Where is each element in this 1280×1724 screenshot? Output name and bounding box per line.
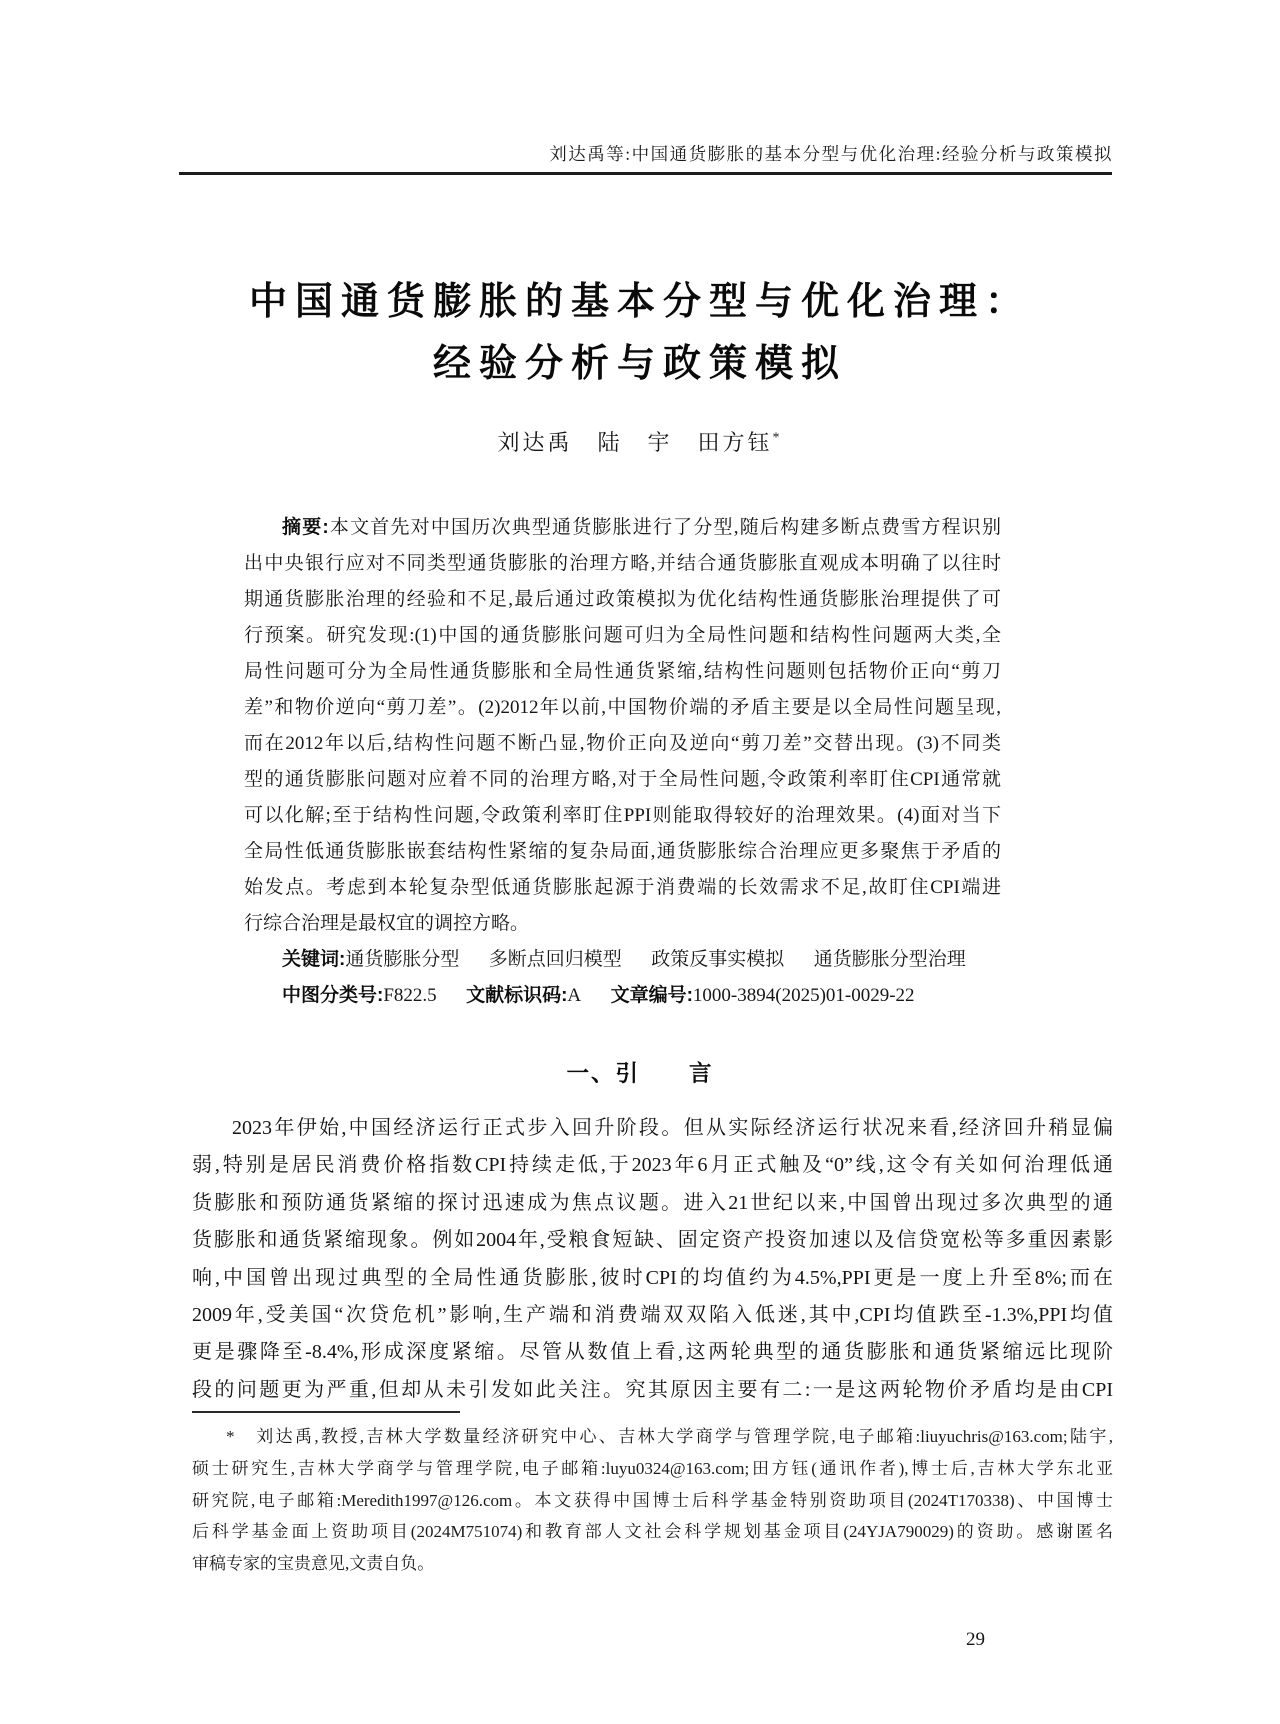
article-id-label: 文章编号:: [610, 985, 693, 1006]
article-title-line1: 中国通货膨胀的基本分型与优化治理：: [248, 281, 1031, 324]
abstract-lines: [244, 546, 1001, 942]
article-id-value: 1000-3894(2025)01-0029-22: [692, 985, 915, 1006]
abstract-line: 型的通货膨胀问题对应着不同的治理方略,对于全局性问题,令政策利率盯住CPI通常就: [244, 769, 1001, 790]
abstract-line: 始发点。考虑到本轮复杂型低通货膨胀起源于消费端的长效需求不足,故盯住CPI端进: [244, 877, 1001, 898]
clc-value: F822.5: [383, 985, 437, 1006]
footnote-line: 研究院,电子邮箱:Meredith1997@126.com。本文获得中国博士后科学基金特别资助项目(2024T170338)、中国博士: [192, 1490, 1113, 1510]
author-names: 刘达禹 陆 宇 田方钰: [497, 430, 773, 455]
abstract-line: 差”和物价逆向“剪刀差”。(2)2012年以前,中国物价端的矛盾主要是以全局性问题呈现,: [244, 697, 1001, 718]
body-line: 弱,特别是居民消费价格指数CPI持续走低,于2023年6月正式触及“0”线,这令有关如何治理低通: [192, 1154, 1113, 1177]
body-line: 货膨胀和通货紧缩现象。例如2004年,受粮食短缺、固定资产投资加速以及信贷宽松等多重因素影: [192, 1229, 1113, 1252]
abstract-first-line: [244, 510, 1001, 546]
authors-line: [0, 426, 1280, 457]
body-line: 响,中国曾出现过典型的全局性通货膨胀,彼时CPI的均值约为4.5%,PPI更是一度上升至8%;而在: [192, 1266, 1113, 1289]
footnote-line: 后科学基金面上资助项目(2024M751074)和教育部人文社会科学规划基金项目(24YJA790029)的资助。感谢匿名: [192, 1522, 1113, 1542]
keyword-item: 多断点回归模型: [488, 949, 622, 970]
article-id-group: [611, 985, 915, 1006]
footnote-block: [192, 1421, 1113, 1580]
page-number: 29: [966, 1629, 985, 1650]
footnote-line: * 刘达禹,教授,吉林大学数量经济研究中心、吉林大学商学与管理学院,电子邮箱:liuyuchris@163.com;陆宇,: [226, 1427, 1113, 1446]
doc-code-label: 文献标识码:: [466, 985, 568, 1006]
keyword-item: 通货膨胀分型: [345, 949, 460, 970]
keywords-line: [244, 942, 1001, 978]
abstract-line: 行综合治理是最权宜的调控方略。: [244, 913, 530, 934]
abstract-line: 全局性低通货膨胀嵌套结构性紧缩的复杂局面,通货膨胀综合治理应更多聚焦于矛盾的: [244, 841, 1001, 862]
body-line: 货膨胀和预防通货紧缩的探讨迅速成为焦点议题。进入21世纪以来,中国曾出现过多次典型的通: [192, 1191, 1113, 1214]
abstract-block: [244, 510, 1001, 1014]
article-title-line2: 经验分析与政策模拟: [432, 343, 847, 386]
keywords-list: [345, 949, 965, 970]
body-line: 2009年,受美国“次贷危机”影响,生产端和消费端双双陷入低迷,其中,CPI均值跌至-1.3%,PPI均值: [192, 1304, 1113, 1327]
footnote-line: 硕士研究生,吉林大学商学与管理学院,电子邮箱:luyu0324@163.com;田方钰(通讯作者),博士后,吉林大学东北亚: [192, 1458, 1113, 1478]
body-line: 更是骤降至-8.4%,形成深度紧缩。尽管从数值上看,这两轮典型的通货膨胀和通货紧缩远比现阶: [192, 1341, 1113, 1364]
abstract-line: 而在2012年以后,结构性问题不断凸显,物价正向及逆向“剪刀差”交替出现。(3)不同类: [244, 733, 1001, 754]
keyword-item: 政策反事实模拟: [651, 949, 785, 970]
body-line: 段的问题更为严重,但却从未引发如此关注。究其原因主要有二:一是这两轮物价矛盾均是由CPI: [192, 1378, 1113, 1401]
abstract-line: 行预案。研究发现:(1)中国的通货膨胀问题可归为全局性问题和结构性问题两大类,全: [244, 625, 1001, 646]
doc-code-group: [466, 985, 581, 1006]
abstract-line: 可以化解;至于结构性问题,令政策利率盯住PPI则能取得较好的治理效果。(4)面对当下: [244, 805, 1001, 826]
clc-label: 中图分类号:: [282, 985, 384, 1006]
article-title: [0, 271, 1280, 395]
section-heading-introduction: 一、引 言: [566, 1061, 714, 1086]
abstract-line: 期通货膨胀治理的经验和不足,最后通过政策模拟为优化结构性通货膨胀治理提供了可: [244, 589, 1001, 610]
abstract-first-line-text: 本文首先对中国历次典型通货膨胀进行了分型,随后构建多断点费雪方程识别: [328, 517, 1001, 538]
footnote-line: 审稿专家的宝贵意见,文责自负。: [192, 1554, 435, 1574]
header-rule: [179, 172, 1112, 175]
clc-group: [282, 985, 437, 1006]
abstract-line: 局性问题可分为全局性通货膨胀和全局性通货紧缩,结构性问题则包括物价正向“剪刀: [244, 661, 1001, 682]
keyword-item: 通货膨胀分型治理: [813, 949, 966, 970]
author-footnote-marker: *: [772, 430, 783, 446]
abstract-line: 出中央银行应对不同类型通货膨胀的治理方略,并结合通货膨胀直观成本明确了以往时: [244, 553, 1001, 574]
keywords-label: 关键词:: [282, 949, 346, 970]
footnote-separator: [192, 1411, 460, 1413]
body-line: 2023年伊始,中国经济运行正式步入回升阶段。但从实际经济运行状况来看,经济回升稍显偏: [232, 1117, 1113, 1139]
doc-code-value: A: [567, 985, 582, 1006]
abstract-label: 摘要:: [282, 517, 329, 538]
introduction-paragraph: [192, 1110, 1113, 1409]
classification-line: [244, 978, 1001, 1014]
running-head: 刘达禹等:中国通货膨胀的基本分型与优化治理:经验分析与政策模拟: [549, 144, 1113, 164]
